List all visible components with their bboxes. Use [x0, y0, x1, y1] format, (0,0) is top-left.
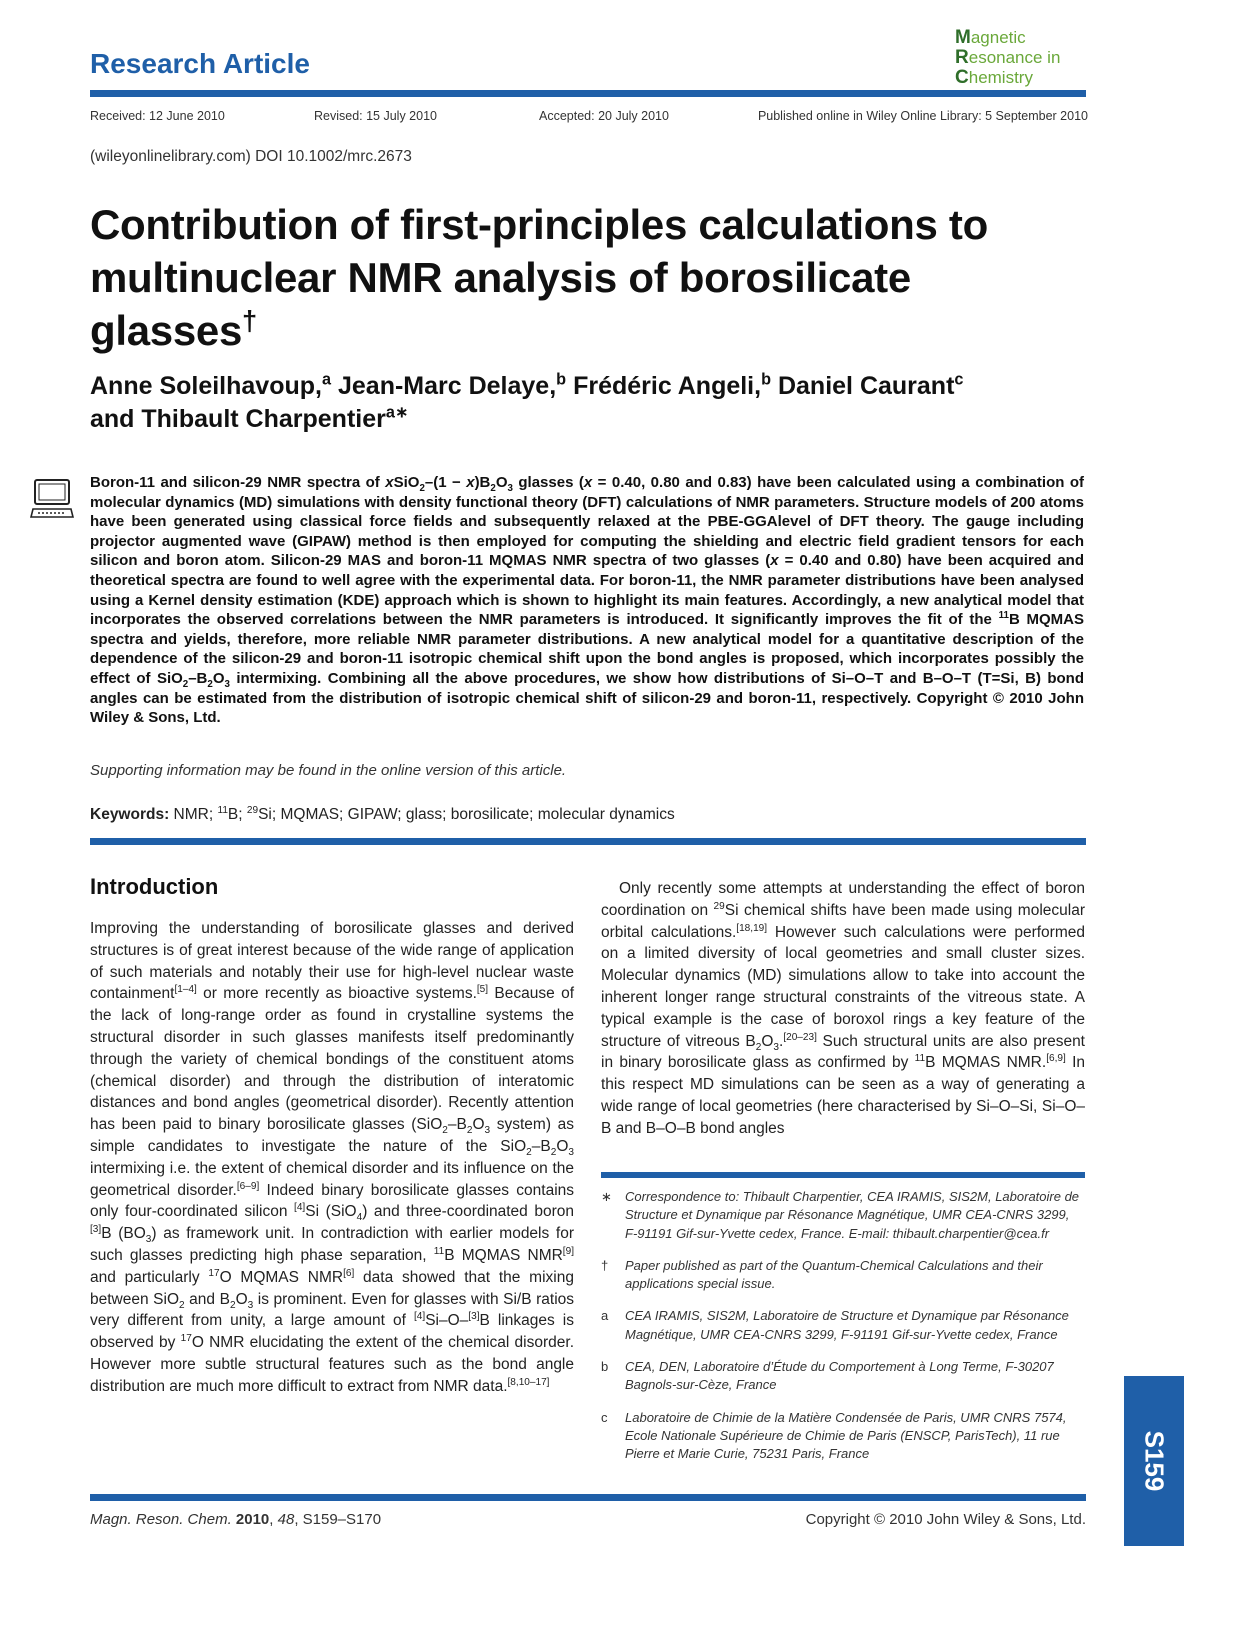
logo-cap-m: M [955, 27, 971, 48]
keywords-label: Keywords: [90, 806, 170, 823]
computer-icon [30, 477, 74, 521]
section-label: Research Article [90, 48, 310, 79]
title-footnote-mark: † [242, 305, 257, 336]
accepted-date: Accepted: 20 July 2010 [539, 109, 669, 123]
author: Anne Soleilhavoup,$^a$ [90, 370, 332, 400]
abstract-rule [90, 838, 1086, 845]
logo-cap-r: R [955, 47, 969, 68]
received-date: Received: 12 June 2010 [90, 109, 225, 123]
body-column-left [90, 918, 574, 1398]
footnotes [601, 1188, 1085, 1478]
logo-line-1: agnetic [970, 28, 1026, 47]
citation: Magn. Reson. Chem. 2010, 48, S159–S170 [90, 1511, 382, 1528]
logo-line-2: esonance in [968, 48, 1061, 67]
paragraph: Only recently some attempts at understanding the effect of boron coordination on $^{29}$Si chemical shifts have been made using molecular orbital calculations.[18,19] However such calculations were performed on a limited diversity of local geometries and small cluster sizes. Molecular dynamics (MD) simulations allow to take into account the inherent longer range structural constraints of the vitreous state. A typical example is the case of boroxol rings a key feature of the structure of vitreous $B_2O_3.[20-23]$ Such structural units are also present in binary borosilicate glass as confirmed by $^{11}$B MQMAS NMR.[6,9] In this respect MD simulations can be seen as a way of generating a wide range of local geometries (here characterised by Si–O–Si, Si–O–B and B–O–B bond angles [601, 880, 1085, 1137]
footnote: † Paper published as part of the Quantum-Chemical Calculations and their applications special issue. [601, 1257, 1043, 1292]
page-number: S159 [1139, 1430, 1170, 1492]
title-text: Contribution of first-principles calculations to multinuclear NMR analysis of borosilicate glasses [90, 201, 988, 354]
footer-rule [90, 1494, 1086, 1501]
journal-logo [955, 28, 1060, 88]
doi[interactable]: (wileyonlinelibrary.com) DOI 10.1002/mrc.2673 [90, 148, 412, 165]
footnote: b CEA, DEN, Laboratoire d’Étude du Comportement à Long Terme, F-30207 Bagnols-sur-Cèze, France [601, 1359, 1054, 1393]
copyright: Copyright © 2010 John Wiley & Sons, Ltd. [805, 1511, 1086, 1528]
section-heading-introduction: Introduction [90, 874, 219, 899]
footnote: a CEA IRAMIS, SIS2M, Laboratoire de Structure et Dynamique par Résonance Magnétique, UMR CEA-CNRS 3299, F-91191 Gif-sur-Yvette cedex, France [601, 1308, 1069, 1342]
published-date: Published online in Wiley Online Library: 5 September 2010 [757, 109, 1088, 123]
footnote: c Laboratoire de Chimie de la Matière Condensée de Paris, UMR CNRS 7574, Ecole Nationale Supérieure de Chimie de Paris (ENSCP, ParisTech), 11 rue Pierre et Marie Curie, 75231 Paris, France [601, 1409, 1067, 1462]
logo-cap-c: C [955, 67, 969, 88]
author: Daniel Caurant$^c$ [777, 370, 964, 400]
article-title [90, 198, 1070, 357]
body-column-right [601, 878, 1085, 1140]
revised-date: Revised: 15 July 2010 [314, 109, 437, 123]
logo-line-3: hemistry [968, 68, 1033, 87]
author: Frédéric Angeli,$^b$ [573, 370, 772, 400]
header-rule [90, 90, 1086, 97]
supporting-info: Supporting information may be found in the online version of this article. [90, 762, 567, 779]
paragraph: Improving the understanding of borosilicate glasses and derived structures is of great interest because of the wide range of application of such materials and notably their use for high-level nuclear waste containment[1–4] or more recently as bioactive systems.[5] Because of the lack of long-range order as found in crystalline systems the structural disorder in such glasses manifests itself predominantly through the variety of chemical bondings of the constituent atoms (chemical disorder) and through the distribution of interatomic distances and bond angles (geometrical disorder). Recently attention has been paid to binary borosilicate glasses ($SiO_2-B_2O_3$ system) as simple candidates to investigate the nature of the $SiO_2-B_2O_3$ intermixing i.e. the extent of chemical disorder and its influence on the geometrical disorder.[6–9] Indeed binary borosilicate glasses contains only four-coordinated silicon [4]Si (SiO$_4$) and three-coordinated boron [3]B $(BO_3)$ as framework unit. In contradiction with earlier models for such glasses predicting high phase separation, $^{11}$B MQMAS NMR[9] and particularly $^{17}$O MQMAS NMR[6] data showed that the mixing between SiO$_2$ and $B_2O_3$ is prominent. Even for glasses with Si/B ratios very different from unity, a large amount of [4]Si–O–[3]B linkages is observed by $^{17}$O NMR elucidating the extent of the chemical disorder. However more subtle structural features such as the bond angle distribution are much more difficult to extract from NMR data.[8,10–17] [90, 920, 575, 1395]
abstract: Boron-11 and silicon-29 NMR spectra of xSiO$_2$–(1 − $x)B_2O_3$ glasses (x = 0.40, 0.80 and 0.83) have been calculated using a combination of molecular dynamics (MD) simulations with density functional theory (DFT) calculations of NMR parameters. Structure models of 200 atoms have been generated using classical force fields and subsequently relaxed at the PBE-GGAlevel of DFT theory. The gauge including projector augmented wave (GIPAW) method is then employed for computing the shielding and electric field gradient tensors for each silicon and boron atom. Silicon-29 MAS and boron-11 MQMAS NMR spectra of two glasses (x = 0.40 and 0.80) have been acquired and theoretical spectra are found to well agree with the experimental data. For boron-11, the NMR parameter distributions have been analysed using a Kernel density estimation (KDE) approach which is shown to highlight its main features. Accordingly, a new analytical model that incorporates the observed correlations between the NMR parameters is introduced. It significantly improves the fit of the $^{11}$B MQMAS spectra and yields, therefore, more reliable NMR parameter distributions. A new analytical model for a quantitative description of the dependence of the silicon-29 and boron-11 isotropic chemical shift upon the bond angles is proposed, which incorporates possibly the effect of $SiO_2-B_2O_3$ intermixing. Combining all the above procedures, we show how distributions of Si–O–T and B–O–T (T=Si, B) bond angles can be estimated from the distribution of isotropic chemical shift of silicon-29 and boron-11, respectively. Copyright © 2010 John Wiley & Sons, Ltd. [90, 474, 1084, 727]
footnotes-rule [601, 1172, 1085, 1178]
author: and Thibault Charpentier$^{a∗}$ [90, 403, 409, 433]
author: Jean-Marc Delaye,$^b$ [337, 370, 567, 400]
page-number-tab [1124, 1376, 1184, 1546]
keywords [90, 806, 675, 824]
keywords-list: NMR; $^{11}$B; $^{29}$Si; MQMAS; GIPAW; glass; borosilicate; molecular dynamics [169, 804, 675, 823]
footnote: ∗ Correspondence to: Thibault Charpentier, CEA IRAMIS, SIS2M, Laboratoire de Structure et Dynamique par Résonance Magnétique, UMR CEA-CNRS 3299, F-91191 Gif-sur-Yvette cedex, France. E-mail: thibault.charpentier@cea.fr [601, 1189, 1080, 1241]
author-list [90, 370, 1090, 436]
